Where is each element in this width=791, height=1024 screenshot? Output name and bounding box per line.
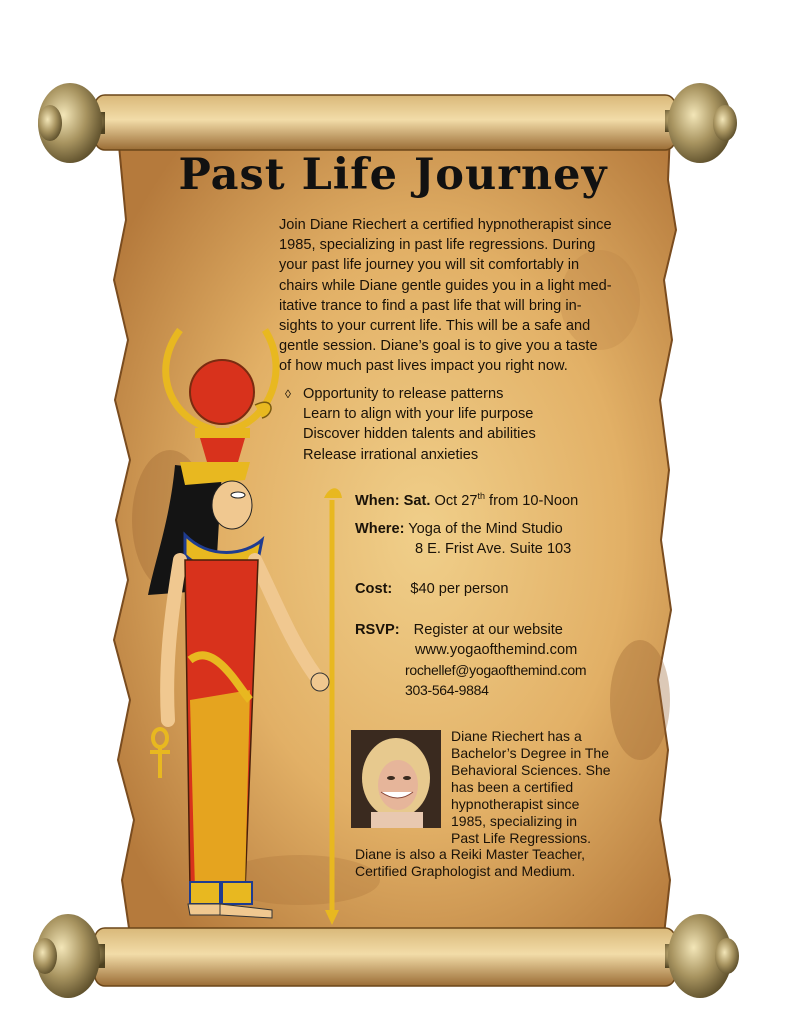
email-link[interactable]: rochellef@yogaofthemind.com	[405, 662, 587, 678]
bio-paragraph	[451, 728, 631, 847]
bio-line: Bachelor’s Degree in The	[451, 745, 609, 761]
event-when: When: Sat. Oct 27th from 10-Noon	[355, 491, 579, 509]
bottom-right-knob	[665, 914, 739, 998]
bio-line: Certified Graphologist and Medium.	[355, 863, 576, 879]
top-scroll-roll	[95, 95, 675, 150]
intro-line: your past life journey you will sit comfortably in	[279, 257, 580, 274]
bio-line: has been a certified	[451, 779, 574, 795]
website-link[interactable]: www.yogaofthemind.com	[415, 642, 578, 658]
list-item: ◊ Opportunity to release patterns	[285, 384, 615, 404]
where-venue: Yoga of the Mind Studio	[408, 521, 563, 537]
intro-line: chairs while Diane gentle guides you in a light med-	[279, 277, 612, 294]
intro-line: of how much past lives impact you right now.	[279, 358, 568, 375]
where-label: Where:	[355, 521, 405, 537]
bio-continuation	[355, 846, 635, 880]
when-day: Sat.	[403, 493, 431, 509]
intro-paragraph	[279, 215, 649, 377]
rsvp-instructions: Register at our website	[413, 622, 563, 638]
intro-line: Join Diane Riechert a certified hypnotherapist since	[279, 217, 612, 233]
rsvp-label: RSVP:	[355, 622, 400, 638]
page-title: Past Life Journey	[178, 150, 608, 200]
list-item: Learn to align with your life purpose	[303, 406, 534, 423]
phone-number: 303-564-9884	[405, 682, 489, 698]
bottom-scroll-roll	[95, 928, 675, 986]
top-right-knob	[665, 83, 737, 163]
event-cost	[355, 579, 509, 599]
top-left-knob	[38, 83, 105, 163]
benefits-list	[285, 384, 615, 465]
list-item: Release irrational anxieties	[303, 446, 479, 463]
diamond-bullet-icon: ◊	[285, 387, 291, 401]
intro-line: 1985, specializing in past life regressions. During	[279, 237, 596, 254]
diane-photo	[351, 730, 441, 828]
when-date: Oct 27	[434, 493, 478, 509]
bio-line: Past Life Regressions.	[451, 830, 592, 846]
cost-value: $40 per person	[410, 581, 509, 597]
event-rsvp	[355, 620, 563, 640]
bottom-left-knob	[33, 914, 105, 998]
intro-line: itative trance to find a past life that will bring in-	[279, 297, 582, 314]
event-where	[355, 519, 563, 539]
bio-line: 1985, specializing in	[451, 813, 578, 829]
list-item: Discover hidden talents and abilities	[303, 426, 536, 443]
bio-line: Diane is also a Reiki Master Teacher,	[355, 846, 586, 862]
where-address: 8 E. Frist Ave. Suite 103	[415, 541, 572, 557]
when-label: When:	[355, 493, 400, 509]
bio-line: Diane Riechert has a	[451, 728, 582, 744]
bio-line: hypnotherapist since	[451, 796, 580, 812]
bio-line: Behavioral Sciences. She	[451, 762, 611, 778]
intro-line: sights to your current life. This will be a safe and	[279, 318, 591, 335]
intro-line: gentle session. Diane’s goal is to give you a taste	[279, 338, 598, 355]
cost-label: Cost:	[355, 581, 393, 597]
